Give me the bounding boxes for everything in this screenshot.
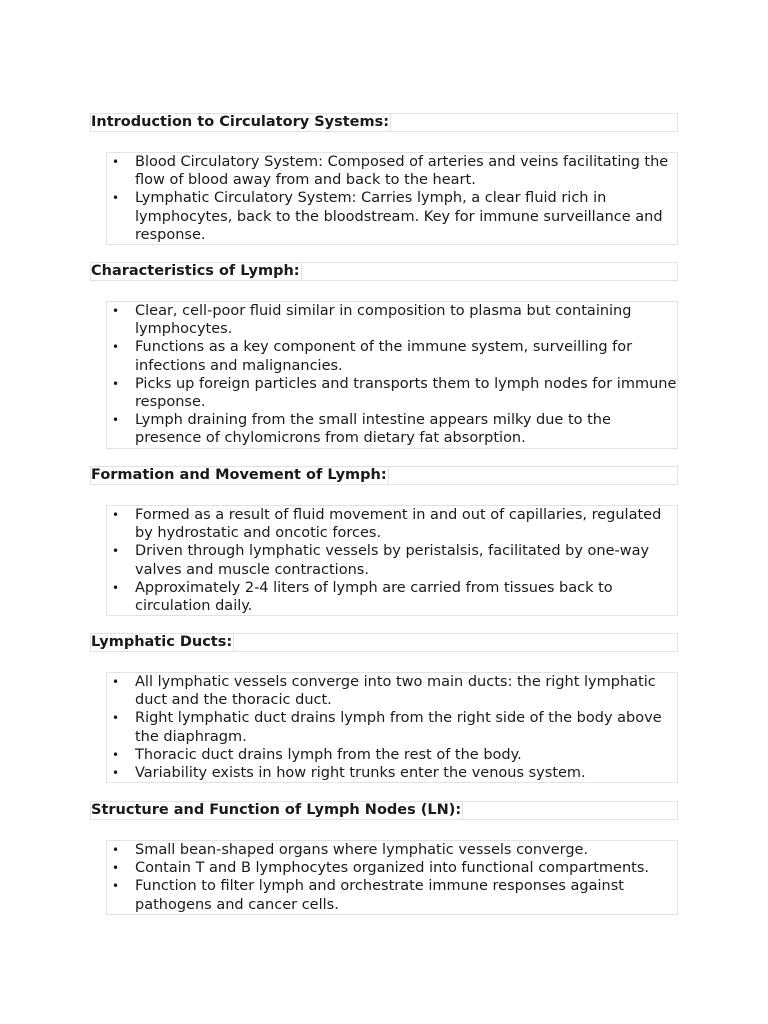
list-item-text: Approximately 2-4 liters of lymph are carried from tissues back to circulation daily. <box>135 579 613 615</box>
list-item-text: Clear, cell-poor fluid similar in composition to plasma but containing lymphocytes. <box>135 303 632 338</box>
list-item <box>107 746 677 764</box>
bullet-icon: • <box>112 580 120 595</box>
section-heading-box <box>90 801 678 820</box>
list-item <box>107 579 677 615</box>
bullet-icon: • <box>112 508 120 522</box>
list-item-text: Lymph draining from the small intestine appears milky due to the presence of chylomicrons from dietary fat absorption. <box>135 412 611 447</box>
section-introduction <box>90 113 678 245</box>
list-item <box>107 859 677 877</box>
bullet-list-box <box>106 301 678 449</box>
bullet-list <box>107 153 677 244</box>
bullet-icon: • <box>112 191 120 206</box>
list-item-text: Picks up foreign particles and transports them to lymph nodes for immune response. <box>135 375 677 411</box>
list-item-text: Right lymphatic duct drains lymph from the right side of the body above the diaphragm. <box>135 710 662 745</box>
list-item-text: Variability exists in how right trunks enter the venous system. <box>135 765 586 782</box>
bullet-icon: • <box>112 711 120 726</box>
section-heading-box <box>90 466 678 485</box>
bullet-icon: • <box>112 376 120 391</box>
list-item <box>107 764 677 782</box>
bullet-list <box>107 506 677 615</box>
list-item-text: Functions as a key component of the immune system, surveilling for infections and malignancies. <box>135 339 633 374</box>
list-item-text: Thoracic duct drains lymph from the rest of the body. <box>135 746 522 763</box>
list-item <box>107 411 677 447</box>
list-item-text: Small bean-shaped organs where lymphatic vessels converge. <box>135 842 589 858</box>
section-lymph-nodes <box>90 801 678 915</box>
bullet-icon: • <box>112 544 120 559</box>
bullet-icon: • <box>112 675 120 689</box>
list-item <box>107 153 677 189</box>
section-heading: Characteristics of Lymph: <box>91 263 300 279</box>
bullet-list <box>107 673 677 782</box>
list-item-text: Function to filter lymph and orchestrate immune responses against pathogens and cancer cells. <box>135 878 624 913</box>
bullet-icon: • <box>112 304 120 318</box>
list-item <box>107 338 677 374</box>
bullet-list <box>107 302 677 448</box>
list-item-text: All lymphatic vessels converge into two main ducts: the right lymphatic duct and the thoracic duct. <box>135 674 656 709</box>
list-item <box>107 877 677 913</box>
list-item <box>107 302 677 338</box>
list-item <box>107 375 677 411</box>
bullet-list-box <box>106 840 678 915</box>
bullet-list <box>107 841 677 914</box>
list-item <box>107 189 677 244</box>
bullet-icon: • <box>112 861 120 876</box>
list-item-text: Lymphatic Circulatory System: Carries lymph, a clear fluid rich in lymphocytes, back to the bloodstream. Key for immune surveillance and response. <box>135 190 663 243</box>
bullet-icon: • <box>112 340 120 355</box>
list-item-text: Driven through lymphatic vessels by peristalsis, facilitated by one-way valves and muscle contractions. <box>135 543 650 578</box>
section-heading-box <box>90 633 678 652</box>
bullet-icon: • <box>112 413 120 428</box>
list-item <box>107 673 677 709</box>
section-heading: Structure and Function of Lymph Nodes (LN): <box>91 802 462 818</box>
bullet-icon: • <box>112 155 120 169</box>
list-item <box>107 709 677 745</box>
bullet-list-box <box>106 152 678 245</box>
list-item-text: Blood Circulatory System: Composed of arteries and veins facilitating the flow of blood away from and back to the heart. <box>135 154 669 189</box>
list-item-text: Contain T and B lymphocytes organized into functional compartments. <box>135 860 649 877</box>
list-item <box>107 841 677 859</box>
section-heading: Introduction to Circulatory Systems: <box>91 114 390 130</box>
section-heading: Formation and Movement of Lymph: <box>91 467 387 483</box>
section-heading: Lymphatic Ducts: <box>91 634 233 650</box>
bullet-list-box <box>106 505 678 616</box>
bullet-icon: • <box>112 843 120 857</box>
section-heading-box <box>90 113 678 132</box>
section-characteristics-of-lymph <box>90 262 678 449</box>
bullet-icon: • <box>112 747 120 762</box>
bullet-icon: • <box>112 766 120 781</box>
bullet-list-box <box>106 672 678 783</box>
section-heading-box <box>90 262 678 281</box>
list-item-text: Formed as a result of fluid movement in and out of capillaries, regulated by hydrostatic and oncotic forces. <box>135 507 662 542</box>
list-item <box>107 506 677 542</box>
list-item <box>107 542 677 578</box>
section-lymphatic-ducts <box>90 633 678 783</box>
bullet-icon: • <box>112 879 120 894</box>
section-formation-and-movement <box>90 466 678 616</box>
